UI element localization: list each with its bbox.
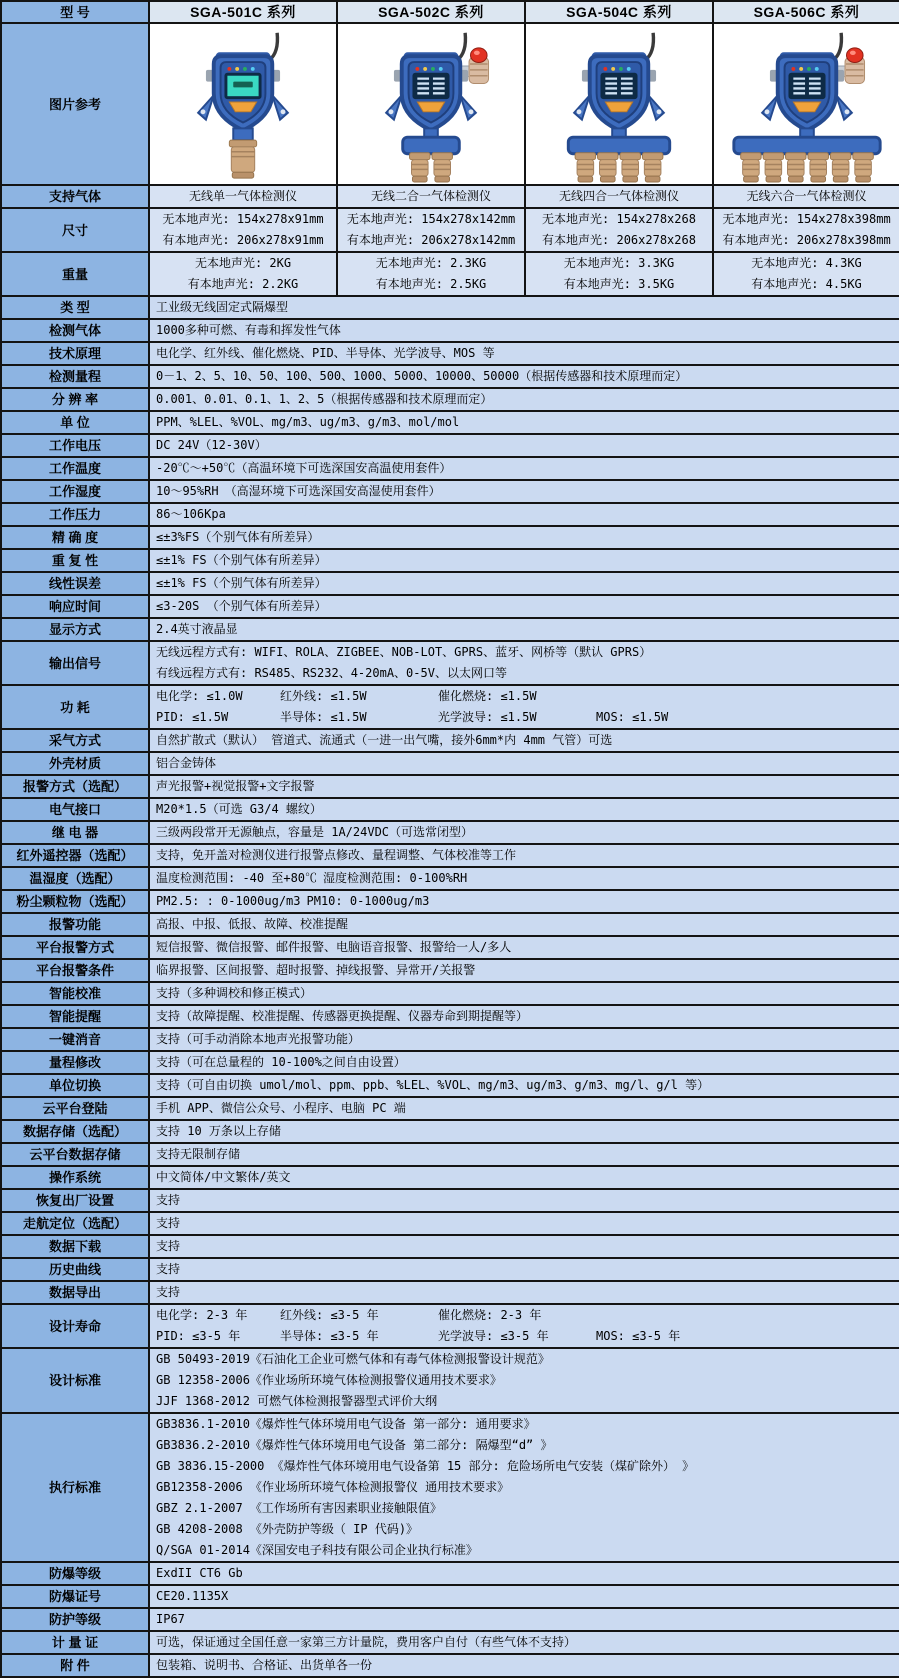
column-row xyxy=(1,185,899,208)
row-value-cell xyxy=(149,1143,899,1166)
value-line: 有本地声光: 2.2KG xyxy=(187,277,299,291)
row-value-cell xyxy=(149,457,899,480)
row-value-cell xyxy=(149,1028,899,1051)
row-value-cell xyxy=(149,252,337,296)
value-line: GB12358-2006 《作业场所环境气体检测报警仪 通用技术要求》 xyxy=(156,1480,510,1494)
row-value-cell xyxy=(149,572,899,595)
row-label: 设计寿命 xyxy=(1,1304,149,1348)
value-segment: 红外线: ≤3-5 年 xyxy=(280,1308,379,1322)
value-line: 支持（可在总量程的 10-100%之间自由设置） xyxy=(156,1055,406,1069)
row-label: 输出信号 xyxy=(1,641,149,685)
spec-row xyxy=(1,867,899,890)
value-line: 有本地声光: 206x278x142mm xyxy=(346,233,516,247)
col-header-model-label: 型 号 xyxy=(1,1,149,23)
spec-row xyxy=(1,342,899,365)
value-segment: 电化学: 2-3 年 xyxy=(156,1308,248,1322)
spec-row xyxy=(1,503,899,526)
spec-row xyxy=(1,434,899,457)
value-segment: PM2.5: : 0-1000ug/m3 xyxy=(156,894,301,908)
row-value-cell xyxy=(149,1074,899,1097)
row-label: 电气接口 xyxy=(1,798,149,821)
value-line: 支持 xyxy=(156,1216,181,1230)
spec-row xyxy=(1,775,899,798)
row-label: 附 件 xyxy=(1,1654,149,1677)
row-label: 设计标准 xyxy=(1,1348,149,1413)
spec-row xyxy=(1,549,899,572)
row-value-cell xyxy=(149,1585,899,1608)
row-label: 一键消音 xyxy=(1,1028,149,1051)
spec-row xyxy=(1,1051,899,1074)
product-image-cell xyxy=(149,23,337,185)
row-label: 技术原理 xyxy=(1,342,149,365)
row-value-cell xyxy=(525,185,713,208)
spec-row xyxy=(1,1348,899,1413)
value-line: 无线单一气体检测仪 xyxy=(188,189,297,203)
value-segment: 催化燃烧: ≤1.5W xyxy=(438,689,537,703)
row-value-cell xyxy=(149,526,899,549)
value-segment: 半导体: ≤3-5 年 xyxy=(280,1329,379,1343)
row-value-cell xyxy=(149,480,899,503)
spec-row xyxy=(1,1585,899,1608)
spec-row xyxy=(1,959,899,982)
row-value-cell xyxy=(713,208,899,252)
spec-row xyxy=(1,1212,899,1235)
value-line: 无本地声光: 154x278x91mm xyxy=(162,212,324,226)
row-label: 工作电压 xyxy=(1,434,149,457)
value-line: 有本地声光: 206x278x91mm xyxy=(162,233,324,247)
spec-row xyxy=(1,1074,899,1097)
spec-row xyxy=(1,729,899,752)
value-line: 包装箱、说明书、合格证、出货单各一份 xyxy=(156,1658,373,1672)
row-value-cell xyxy=(149,434,899,457)
row-label: 显示方式 xyxy=(1,618,149,641)
value-line: IP67 xyxy=(156,1612,185,1626)
header-row xyxy=(1,1,899,23)
row-label: 粉尘颗粒物（选配） xyxy=(1,890,149,913)
row-label: 走航定位（选配） xyxy=(1,1212,149,1235)
row-label: 重量 xyxy=(1,252,149,296)
row-label-image: 图片参考 xyxy=(1,23,149,185)
value-line: GBZ 2.1-2007 《工作场所有害因素职业接触限值》 xyxy=(156,1501,442,1515)
spec-row xyxy=(1,296,899,319)
row-value-cell xyxy=(149,365,899,388)
row-label: 精 确 度 xyxy=(1,526,149,549)
value-segment: 催化燃烧: 2-3 年 xyxy=(438,1308,542,1322)
row-value-cell xyxy=(713,185,899,208)
row-label: 功 耗 xyxy=(1,685,149,729)
spec-row xyxy=(1,936,899,959)
spec-row xyxy=(1,798,899,821)
row-label: 采气方式 xyxy=(1,729,149,752)
row-label: 报警方式（选配） xyxy=(1,775,149,798)
row-value-cell xyxy=(149,1608,899,1631)
value-line: 支持（故障提醒、校准提醒、传感器更换提醒、仪器寿命到期提醒等） xyxy=(156,1009,529,1023)
spec-row xyxy=(1,572,899,595)
value-line: 支持无限制存储 xyxy=(156,1147,241,1161)
screen xyxy=(600,73,637,99)
row-value-cell xyxy=(149,729,899,752)
value-line: 支持 10 万条以上存储 xyxy=(156,1124,281,1138)
row-label: 量程修改 xyxy=(1,1051,149,1074)
screen xyxy=(788,73,825,99)
row-value-cell xyxy=(149,1258,899,1281)
row-label: 检测量程 xyxy=(1,365,149,388)
value-line: 无线四合一气体检测仪 xyxy=(558,189,679,203)
spec-row xyxy=(1,982,899,1005)
spec-row xyxy=(1,1654,899,1677)
value-line: 1000多种可燃、有毒和挥发性气体 xyxy=(156,323,341,337)
value-line: ≤±3%FS（个别气体有所差异） xyxy=(156,530,320,544)
value-line: ExdII CT6 Gb xyxy=(156,1566,243,1580)
spec-row xyxy=(1,595,899,618)
row-value-cell xyxy=(149,296,899,319)
value-line: ≤±1% FS（个别气体有所差异） xyxy=(156,553,327,567)
value-line: 无本地声光: 2.3KG xyxy=(375,256,487,270)
value-line: 支持 xyxy=(156,1193,181,1207)
row-value-cell xyxy=(149,844,899,867)
row-value-cell xyxy=(149,1120,899,1143)
spec-row xyxy=(1,1166,899,1189)
spec-row xyxy=(1,1608,899,1631)
row-value-cell xyxy=(149,549,899,572)
row-value-cell xyxy=(149,752,899,775)
row-label: 智能校准 xyxy=(1,982,149,1005)
value-line xyxy=(156,686,893,707)
row-label: 数据存储（选配） xyxy=(1,1120,149,1143)
row-value-cell xyxy=(713,252,899,296)
row-value-cell xyxy=(149,1413,899,1562)
value-line: 无线二合一气体检测仪 xyxy=(370,189,491,203)
row-value-cell xyxy=(149,821,899,844)
value-line: CE20.1135X xyxy=(156,1589,229,1603)
row-value-cell xyxy=(149,208,337,252)
row-value-cell xyxy=(149,641,899,685)
value-segment: PID: ≤3-5 年 xyxy=(156,1329,241,1343)
value-segment: 光学波导: ≤1.5W xyxy=(438,710,537,724)
spec-row xyxy=(1,388,899,411)
value-segment: 红外线: ≤1.5W xyxy=(280,689,367,703)
spec-row xyxy=(1,365,899,388)
row-label: 类 型 xyxy=(1,296,149,319)
value-line: 声光报警+视觉报警+文字报警 xyxy=(156,779,315,793)
product-image-sga-502c xyxy=(339,25,523,183)
value-line xyxy=(156,1326,893,1347)
row-label: 平台报警条件 xyxy=(1,959,149,982)
row-label: 平台报警方式 xyxy=(1,936,149,959)
value-segment: MOS: ≤3-5 年 xyxy=(596,1329,681,1343)
row-label: 支持气体 xyxy=(1,185,149,208)
row-value-cell xyxy=(149,1631,899,1654)
value-line: GB 12358-2006《作业场所环境气体检测报警仪通用技术要求》 xyxy=(156,1373,502,1387)
product-image-sga-506c xyxy=(715,25,899,183)
screen xyxy=(412,73,449,99)
row-label: 历史曲线 xyxy=(1,1258,149,1281)
row-value-cell xyxy=(149,1654,899,1677)
value-line xyxy=(156,868,893,889)
value-line xyxy=(156,707,893,728)
spec-row xyxy=(1,1143,899,1166)
row-value-cell xyxy=(149,618,899,641)
value-line: JJF 1368-2012 可燃气体检测报警器型式评价大纲 xyxy=(156,1394,438,1408)
row-value-cell xyxy=(149,388,899,411)
row-label: 红外遥控器（选配） xyxy=(1,844,149,867)
row-value-cell xyxy=(525,208,713,252)
row-value-cell xyxy=(149,867,899,890)
row-label: 恢复出厂设置 xyxy=(1,1189,149,1212)
col-header-model-2: SGA-504C 系列 xyxy=(525,1,713,23)
row-label: 线性误差 xyxy=(1,572,149,595)
value-line: 三级两段常开无源触点，容量是 1A/24VDC（可选常闭型） xyxy=(156,825,474,839)
row-value-cell xyxy=(149,503,899,526)
row-label: 尺寸 xyxy=(1,208,149,252)
spec-row xyxy=(1,1281,899,1304)
row-value-cell xyxy=(149,775,899,798)
value-line: GB3836.2-2010《爆炸性气体环境用电气设备 第二部分: 隔爆型“d” 》 xyxy=(156,1438,553,1452)
row-value-cell xyxy=(149,1189,899,1212)
row-value-cell xyxy=(149,411,899,434)
spec-row xyxy=(1,685,899,729)
value-line: 支持 xyxy=(156,1285,181,1299)
row-label: 温湿度（选配） xyxy=(1,867,149,890)
spec-row xyxy=(1,1631,899,1654)
value-line: 无线远程方式有: WIFI、ROLA、ZIGBEE、NOB-LOT、GPRS、蓝牙、网桥等（默认 GPRS） xyxy=(156,645,652,659)
row-value-cell xyxy=(149,890,899,913)
row-value-cell xyxy=(149,1097,899,1120)
spec-row xyxy=(1,411,899,434)
row-value-cell xyxy=(337,185,525,208)
row-value-cell xyxy=(149,1304,899,1348)
value-line: 有本地声光: 206x278x398mm xyxy=(722,233,891,247)
value-line: GB3836.1-2010《爆炸性气体环境用电气设备 第一部分: 通用要求》 xyxy=(156,1417,536,1431)
value-line: ≤±1% FS（个别气体有所差异） xyxy=(156,576,327,590)
value-line: 有线远程方式有: RS485、RS232、4-20mA、0-5V、以太网口等 xyxy=(156,666,507,680)
value-line: 2.4英寸液晶显 xyxy=(156,622,238,636)
row-label: 重 复 性 xyxy=(1,549,149,572)
value-line: 0－1、2、5、10、50、100、500、1000、5000、10000、50000（根据传感器和技术原理而定） xyxy=(156,369,688,383)
value-line: 支持 xyxy=(156,1262,181,1276)
value-line: 无线六合一气体检测仪 xyxy=(746,189,867,203)
row-label: 工作温度 xyxy=(1,457,149,480)
row-label: 防爆证号 xyxy=(1,1585,149,1608)
row-label: 响应时间 xyxy=(1,595,149,618)
value-line: 短信报警、微信报警、邮件报警、电脑语音报警、报警给一人/多人 xyxy=(156,940,512,954)
value-line: 无本地声光: 154x278x398mm xyxy=(722,212,891,226)
row-value-cell xyxy=(149,959,899,982)
row-label: 执行标准 xyxy=(1,1413,149,1562)
value-line: 铝合金铸体 xyxy=(156,756,217,770)
col-header-model-3: SGA-506C 系列 xyxy=(713,1,899,23)
row-value-cell xyxy=(149,936,899,959)
value-segment: 半导体: ≤1.5W xyxy=(280,710,367,724)
value-line: 中文简体/中文繁体/英文 xyxy=(156,1170,291,1184)
row-value-cell xyxy=(149,1051,899,1074)
spec-row xyxy=(1,1097,899,1120)
row-value-cell xyxy=(149,913,899,936)
spec-row xyxy=(1,457,899,480)
value-line: 可选，保证通过全国任意一家第三方计量院，费用客户自付（有些气体不支持） xyxy=(156,1635,577,1649)
spec-row xyxy=(1,618,899,641)
spec-row xyxy=(1,1562,899,1585)
spec-row xyxy=(1,526,899,549)
value-line: 支持，免开盖对检测仪进行报警点修改、量程调整、气体校准等工作 xyxy=(156,848,517,862)
value-segment: 光学波导: ≤3-5 年 xyxy=(438,1329,549,1343)
column-row xyxy=(1,252,899,296)
manifold xyxy=(568,137,669,154)
value-line: -20℃～+50℃（高温环境下可选深国安高温使用套件） xyxy=(156,461,452,475)
value-segment: PM10: 0-1000ug/m3 xyxy=(306,894,430,908)
row-label: 分 辨 率 xyxy=(1,388,149,411)
spec-row xyxy=(1,641,899,685)
row-label: 云平台数据存储 xyxy=(1,1143,149,1166)
value-line: 86～106Kpa xyxy=(156,507,226,521)
spec-row xyxy=(1,1258,899,1281)
value-segment: 电化学: ≤1.0W xyxy=(156,689,243,703)
row-label: 检测气体 xyxy=(1,319,149,342)
spec-row xyxy=(1,821,899,844)
row-value-cell xyxy=(149,685,899,729)
value-segment: MOS: ≤1.5W xyxy=(596,710,669,724)
row-label: 数据导出 xyxy=(1,1281,149,1304)
value-line: Q/SGA 01-2014《深国安电子科技有限公司企业执行标准》 xyxy=(156,1543,478,1557)
row-value-cell xyxy=(149,982,899,1005)
product-image-cell xyxy=(337,23,525,185)
row-value-cell xyxy=(149,1005,899,1028)
row-label: 云平台登陆 xyxy=(1,1097,149,1120)
value-line: 10～95%RH （高湿环境下可选深国安高湿使用套件） xyxy=(156,484,441,498)
value-line: 无本地声光: 3.3KG xyxy=(563,256,675,270)
value-line: 支持（可手动消除本地声光报警功能） xyxy=(156,1032,361,1046)
row-value-cell xyxy=(149,1212,899,1235)
value-line: PPM、%LEL、%VOL、mg/m3、ug/m3、g/m3、mol/mol xyxy=(156,415,460,429)
value-line: 电化学、红外线、催化燃烧、PID、半导体、光学波导、MOS 等 xyxy=(156,346,495,360)
col-header-model-0: SGA-501C 系列 xyxy=(149,1,337,23)
value-line: 工业级无线固定式隔爆型 xyxy=(156,300,289,314)
row-label: 工作压力 xyxy=(1,503,149,526)
row-label: 防护等级 xyxy=(1,1608,149,1631)
row-label: 智能提醒 xyxy=(1,1005,149,1028)
row-value-cell xyxy=(149,1166,899,1189)
value-line: 自然扩散式（默认） 管道式、流通式（一进一出气嘴，接外6mm*内 4mm 气管）可选 xyxy=(156,733,613,747)
value-line: 支持 xyxy=(156,1239,181,1253)
row-value-cell xyxy=(149,1562,899,1585)
row-value-cell xyxy=(149,319,899,342)
row-label: 继 电 器 xyxy=(1,821,149,844)
product-image-sga-504c xyxy=(527,25,711,183)
spec-table-body xyxy=(1,1,899,1677)
row-label: 防爆等级 xyxy=(1,1562,149,1585)
spec-row xyxy=(1,913,899,936)
row-label: 数据下载 xyxy=(1,1235,149,1258)
row-value-cell xyxy=(149,1281,899,1304)
spec-row xyxy=(1,1413,899,1562)
col-header-model-1: SGA-502C 系列 xyxy=(337,1,525,23)
value-line: 手机 APP、微信公众号、小程序、电脑 PC 端 xyxy=(156,1101,406,1115)
spec-row xyxy=(1,1005,899,1028)
value-line: 支持（可自由切换 umol/mol、ppm、ppb、%LEL、%VOL、mg/m3、ug/m3、g/m3、mg/l、g/l 等） xyxy=(156,1078,710,1092)
row-value-cell xyxy=(525,252,713,296)
value-line: 有本地声光: 4.5KG xyxy=(751,277,862,291)
value-line: 有本地声光: 2.5KG xyxy=(375,277,487,291)
value-line: 有本地声光: 206x278x268 xyxy=(542,233,696,247)
value-line: 无本地声光: 4.3KG xyxy=(751,256,862,270)
spec-row xyxy=(1,1120,899,1143)
value-line: 无本地声光: 154x278x142mm xyxy=(346,212,516,226)
value-line: DC 24V（12-30V） xyxy=(156,438,267,452)
value-line: 高报、中报、低报、故障、校准提醒 xyxy=(156,917,349,931)
row-label: 单位切换 xyxy=(1,1074,149,1097)
row-value-cell xyxy=(337,208,525,252)
spec-row xyxy=(1,890,899,913)
value-line: 0.001、0.01、0.1、1、2、5（根据传感器和技术原理而定） xyxy=(156,392,493,406)
product-image-cell xyxy=(713,23,899,185)
image-row xyxy=(1,23,899,185)
spec-row xyxy=(1,844,899,867)
value-line: GB 3836.15-2000 《爆炸性气体环境用电气设备第 15 部分: 危险场所电气安装（煤矿除外） 》 xyxy=(156,1459,695,1473)
row-value-cell xyxy=(149,595,899,618)
spec-row xyxy=(1,1028,899,1051)
value-line xyxy=(156,891,893,912)
row-value-cell xyxy=(149,1348,899,1413)
column-row xyxy=(1,208,899,252)
value-line: ≤3-20S （个别气体有所差异） xyxy=(156,599,327,613)
row-label: 外壳材质 xyxy=(1,752,149,775)
row-value-cell xyxy=(337,252,525,296)
row-value-cell xyxy=(149,1235,899,1258)
row-label: 单 位 xyxy=(1,411,149,434)
row-value-cell xyxy=(149,798,899,821)
spec-row xyxy=(1,1189,899,1212)
value-line: M20*1.5（可选 G3/4 螺纹） xyxy=(156,802,322,816)
spec-row xyxy=(1,1235,899,1258)
value-line xyxy=(156,1305,893,1326)
row-label: 计 量 证 xyxy=(1,1631,149,1654)
value-line: 临界报警、区间报警、超时报警、掉线报警、异常开/关报警 xyxy=(156,963,476,977)
value-line: 无本地声光: 2KG xyxy=(194,256,292,270)
row-value-cell xyxy=(149,185,337,208)
product-image-cell xyxy=(525,23,713,185)
row-label: 操作系统 xyxy=(1,1166,149,1189)
product-image-sga-501c xyxy=(151,25,335,183)
spec-row xyxy=(1,319,899,342)
value-segment: 湿度检测范围: 0-100%RH xyxy=(323,871,468,885)
value-line: 支持（多种调校和修正模式） xyxy=(156,986,313,1000)
row-label: 工作湿度 xyxy=(1,480,149,503)
manifold xyxy=(403,137,460,154)
spec-row xyxy=(1,752,899,775)
value-segment: 温度检测范围: -40 至+80℃ xyxy=(156,871,318,885)
spec-row xyxy=(1,1304,899,1348)
value-segment: PID: ≤1.5W xyxy=(156,710,229,724)
value-line: 有本地声光: 3.5KG xyxy=(563,277,675,291)
value-line: 无本地声光: 154x278x268 xyxy=(542,212,696,226)
value-line: GB 4208-2008 《外壳防护等级（ IP 代码)》 xyxy=(156,1522,419,1536)
value-line: GB 50493-2019《石油化工企业可燃气体和有毒气体检测报警设计规范》 xyxy=(156,1352,550,1366)
row-label: 报警功能 xyxy=(1,913,149,936)
row-value-cell xyxy=(149,342,899,365)
manifold xyxy=(733,137,879,154)
spec-row xyxy=(1,480,899,503)
